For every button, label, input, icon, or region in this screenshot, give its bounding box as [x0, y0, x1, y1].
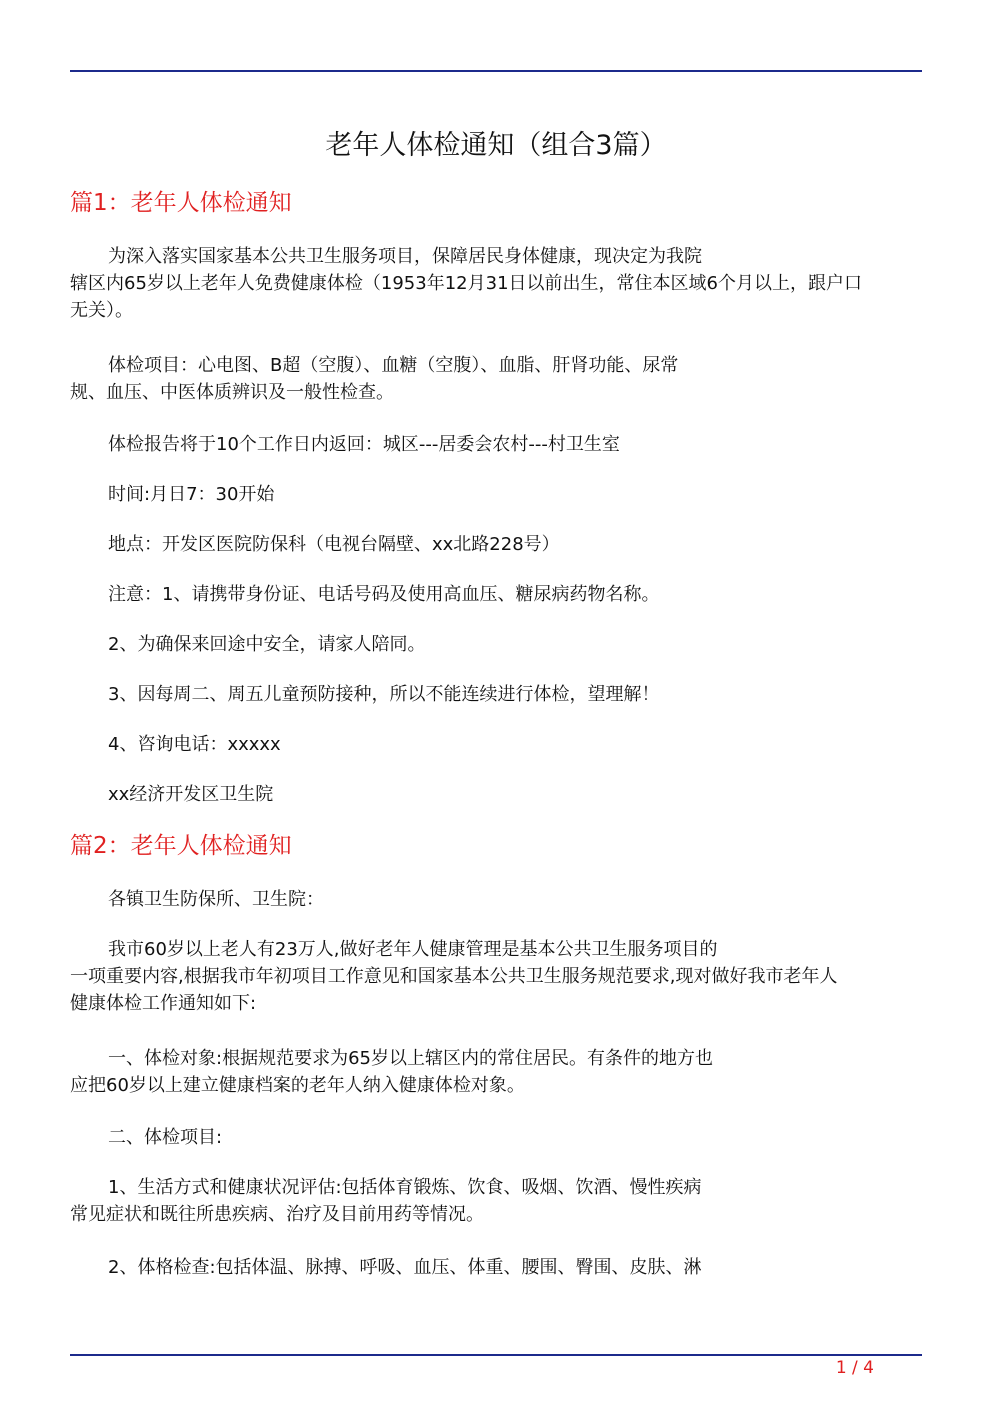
paragraph	[70, 681, 922, 708]
paragraph	[70, 1045, 922, 1099]
paragraph	[70, 936, 922, 1017]
paragraph-line: 2、体格检查:包括体温、脉搏、呼吸、血压、体重、腰围、臀围、皮肤、淋	[108, 1257, 702, 1278]
paragraph-line: 二、体检项目:	[108, 1127, 223, 1148]
paragraph-line: 规、血压、中医体质辨识及一般性检查。	[70, 382, 394, 403]
document-title: 老年人体检通知（组合3篇）	[325, 130, 667, 161]
paragraph	[70, 481, 922, 508]
bottom-rule	[70, 1354, 922, 1356]
paragraph-line: 为深入落实国家基本公共卫生服务项目，保障居民身体健康，现决定为我院	[108, 246, 702, 267]
paragraph-line: 一项重要内容,根据我市年初项目工作意见和国家基本公共卫生服务规范要求,现对做好我市老年人	[70, 966, 838, 987]
paragraph-line: 一、体检对象:根据规范要求为65岁以上辖区内的常住居民。有条件的地方也	[108, 1048, 713, 1069]
paragraph-line: 2、为确保来回途中安全，请家人陪同。	[108, 634, 426, 655]
section-heading-2: 篇2：老年人体检通知	[70, 833, 292, 859]
paragraph	[70, 431, 922, 458]
paragraph-line: 我市60岁以上老人有23万人,做好老年人健康管理是基本公共卫生服务项目的	[108, 939, 718, 960]
paragraph-line: 无关）。	[70, 300, 133, 321]
paragraph-line: 3、因每周二、周五儿童预防接种，所以不能连续进行体检，望理解！	[108, 684, 660, 705]
paragraph-line: 辖区内65岁以上老年人免费健康体检（1953年12月31日以前出生，常住本区域6个月以上，跟户口	[70, 273, 862, 294]
paragraph-line: 1、生活方式和健康状况评估:包括体育锻炼、饮食、吸烟、饮酒、慢性疾病	[108, 1177, 702, 1198]
paragraph	[70, 781, 922, 808]
paragraph-line: 注意：1、请携带身份证、电话号码及使用高血压、糖尿病药物名称。	[108, 584, 660, 605]
top-rule	[70, 70, 922, 72]
paragraph	[70, 352, 922, 406]
paragraph-line: 体检项目：心电图、B超（空腹）、血糖（空腹）、血脂、肝肾功能、尿常	[108, 355, 679, 376]
paragraph	[70, 1254, 922, 1281]
paragraph-line: 体检报告将于10个工作日内返回：城区---居委会农村---村卫生室	[108, 434, 620, 455]
paragraph	[70, 886, 922, 913]
paragraph	[70, 731, 922, 758]
paragraph-line: 常见症状和既往所患疾病、治疗及目前用药等情况。	[70, 1204, 484, 1225]
page-number: 1 / 4	[835, 1358, 874, 1378]
paragraph-line: 地点：开发区医院防保科（电视台隔壁、xx北路228号）	[108, 534, 560, 555]
paragraph	[70, 243, 922, 324]
paragraph	[70, 1174, 922, 1228]
paragraph-line: 时间:月日7：30开始	[108, 484, 275, 505]
paragraph-line: 健康体检工作通知如下:	[70, 993, 257, 1014]
paragraph-line: 各镇卫生防保所、卫生院：	[108, 889, 324, 910]
paragraph-line: xx经济开发区卫生院	[108, 784, 274, 805]
paragraph	[70, 1124, 922, 1151]
section-heading-1: 篇1：老年人体检通知	[70, 190, 292, 216]
paragraph	[70, 631, 922, 658]
paragraph-line: 4、咨询电话：xxxxx	[108, 734, 281, 755]
paragraph	[70, 531, 922, 558]
paragraph	[70, 581, 922, 608]
paragraph-line: 应把60岁以上建立健康档案的老年人纳入健康体检对象。	[70, 1075, 525, 1096]
